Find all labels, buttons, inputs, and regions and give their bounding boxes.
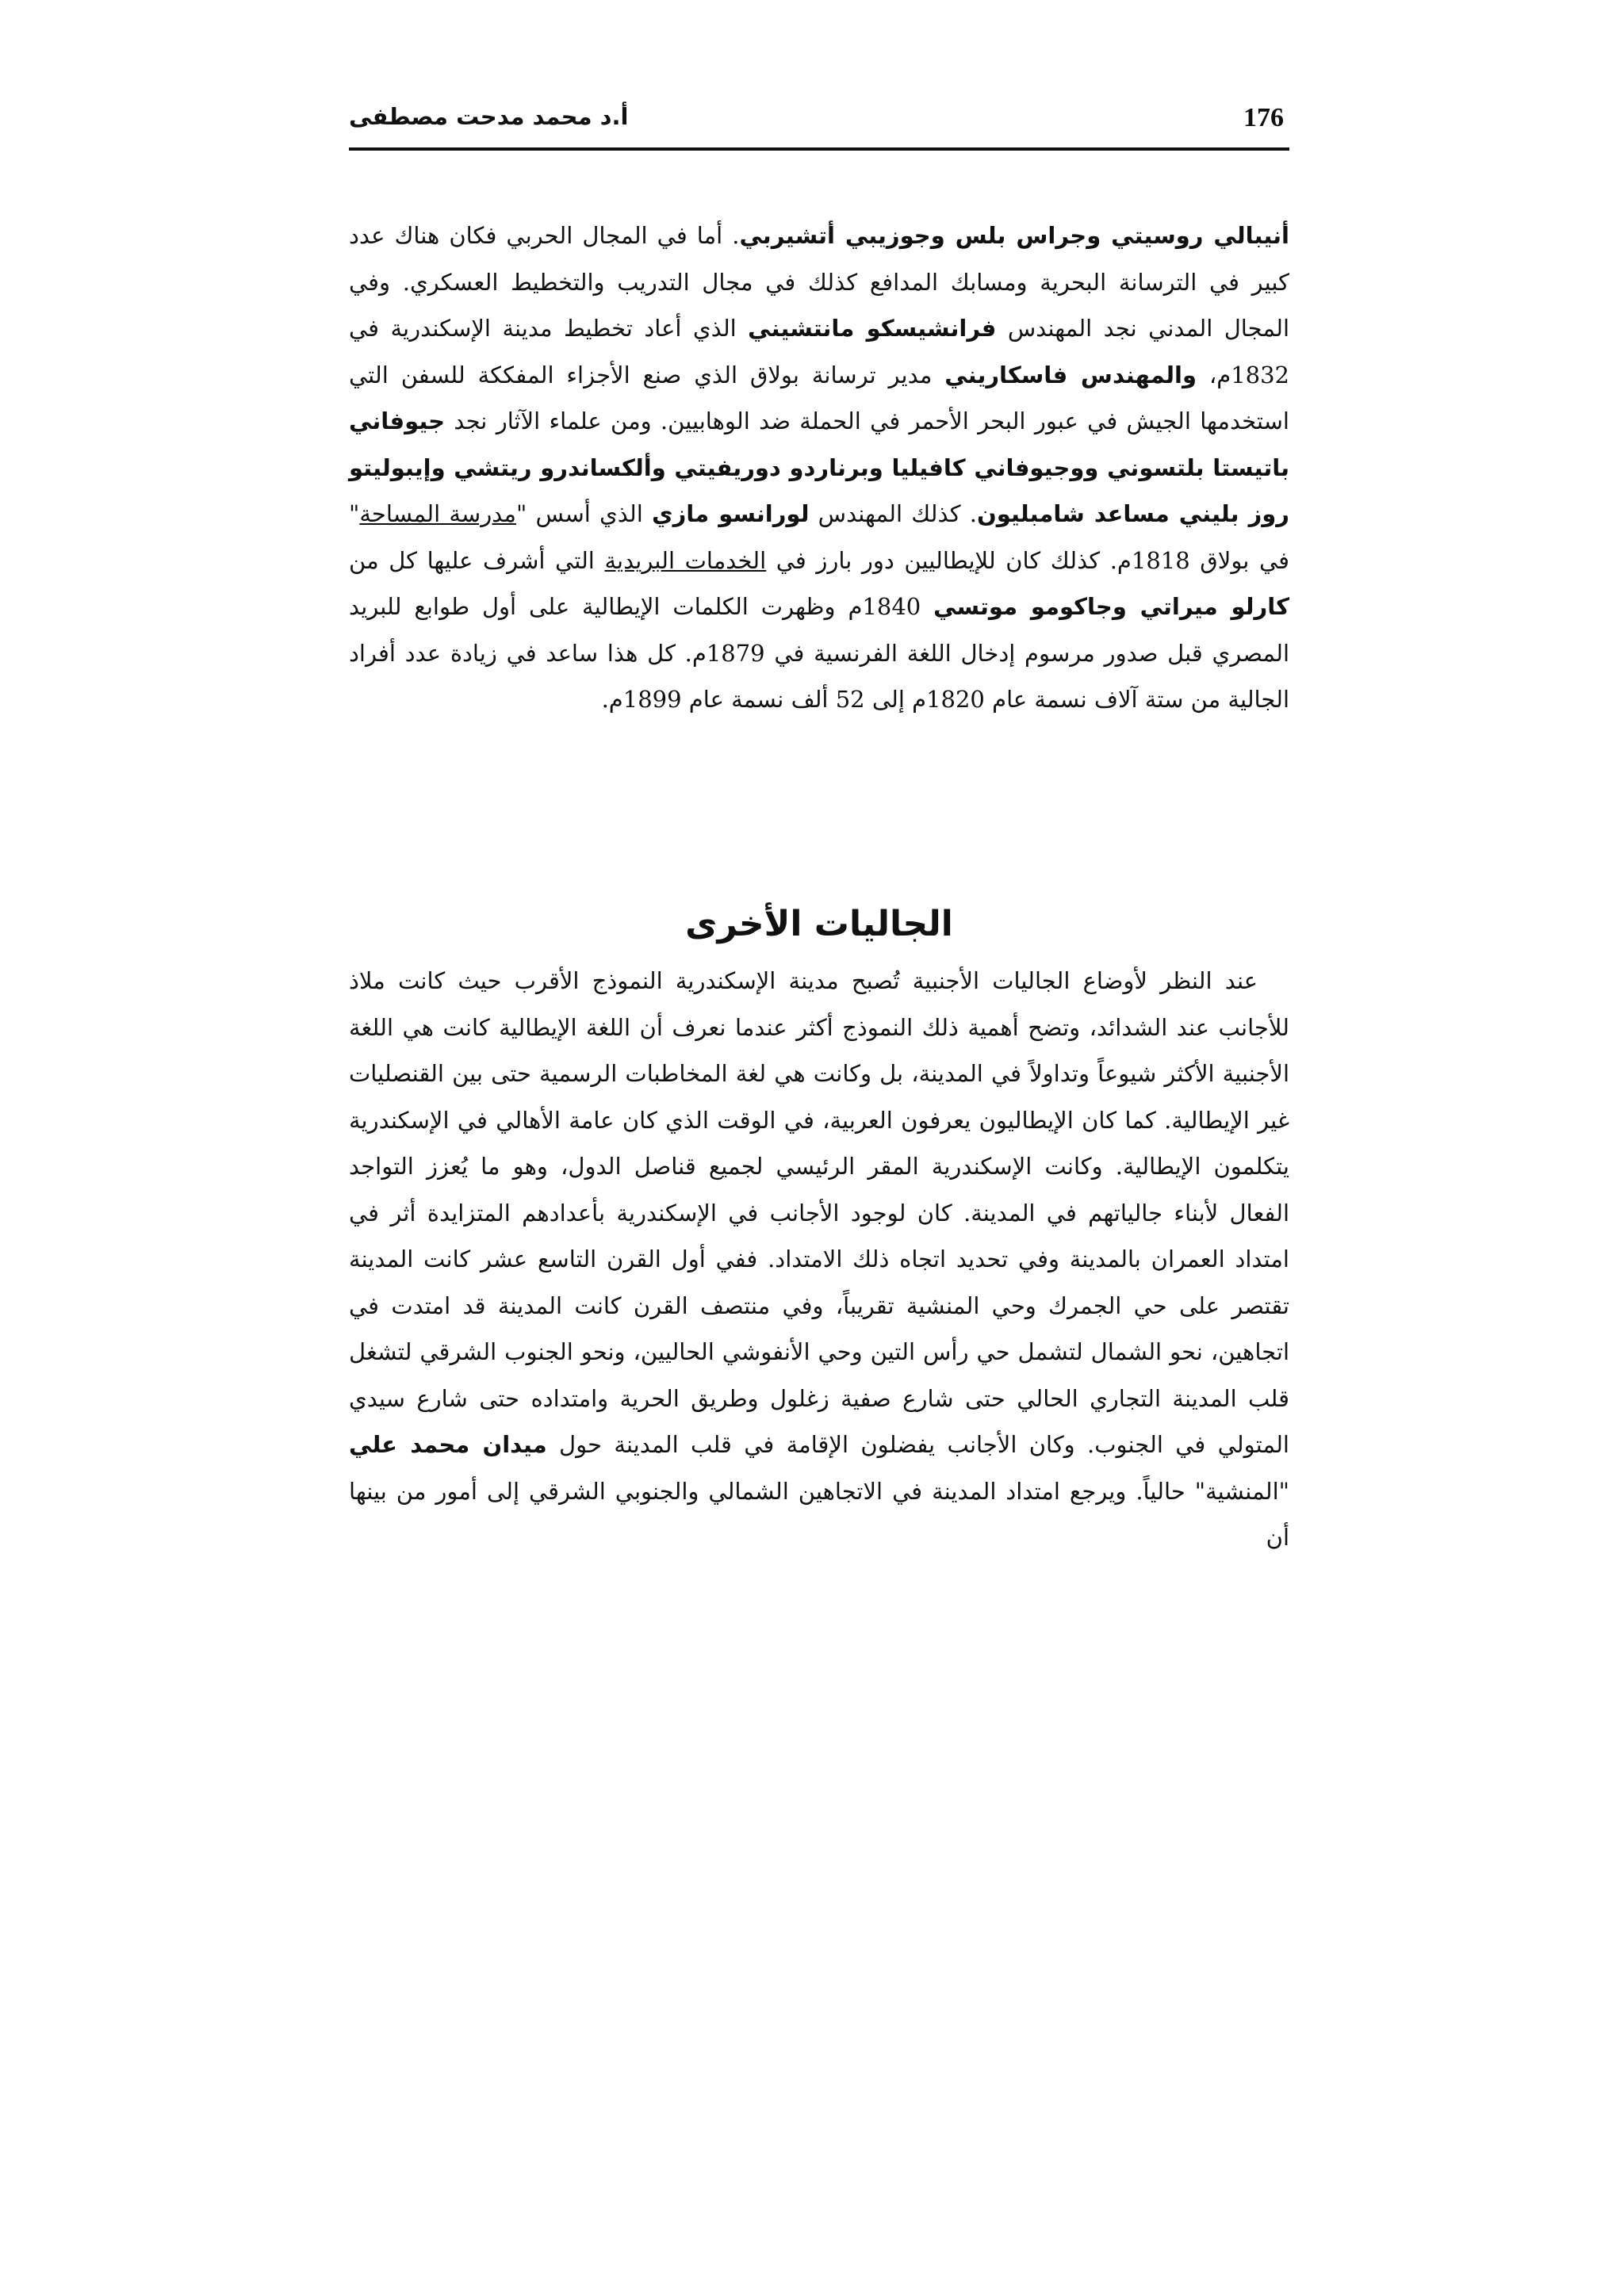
text-run: . كذلك المهندس [809,500,977,527]
text-run: الذي أعاد تخطيط مدينة الإسكندرية في 1832م، [349,315,1289,388]
text-run: "المنشية" حالياً. ويرجع امتداد المدينة في الاتجاهين الشمالي والجنوبي الشرقي إلى أمور من بينها أن [349,1477,1289,1551]
bold-names: جيوفاني باتيستا بلتسوني ووجيوفاني كافيليا وبرناردو دوريفيتي وألكساندرو ريتشي وإيبوليتو روز بليني مساعد شامبليون [349,408,1290,527]
text-run: الذي أسس " [515,500,653,527]
header-divider [349,147,1289,151]
bold-names: أنيبالي روسيتي وجراس بلس وجوزيبي أتشيربي [739,222,1289,249]
bold-names: كارلو ميراتي وجاكومو موتسي [933,593,1290,620]
text-run: . أما في المجال الحربي فكان هناك عدد كبير في الترسانة البحرية ومسابك المدافع كذلك في مجال التدريب والتخطيط العسكري. وفي المجال المدني نجد المهندس [349,222,1290,342]
bold-name: ميدان محمد علي [349,1431,547,1458]
section-heading: الجاليات الأخرى [685,904,953,944]
text-run: مدير ترسانة بولاق الذي صنع الأجزاء المفككة للسفن التي استخدمها الجيش في عبور البحر الأحمر في الحملة ضد الوهابيين. ومن علماء الآثار نجد [349,361,1289,434]
page-number: 176 [1243,103,1284,132]
text-run: " في بولاق 1818م. كذلك كان للإيطاليين دور بارز في [349,500,1290,574]
body-paragraph-1 [349,212,1289,723]
underlined-term: الخدمات البريدية [604,546,767,574]
bold-name: والمهندس فاسكاريني [944,361,1197,388]
underlined-term: مدرسة المساحة [359,500,516,527]
bold-name: لورانسو مازي [652,500,810,527]
bold-name: فرانشيسكو مانتشيني [748,315,997,342]
paragraph-text [349,212,1289,723]
paragraph-text [349,958,1289,1561]
running-head-author: أ.د محمد مدحت مصطفى [349,103,629,130]
text-run: عند النظر لأوضاع الجاليات الأجنبية تُصبح مدينة الإسكندرية النموذج الأقرب حيث كانت ملاذ للأجانب عند الشدائد، وتضح أهمية ذلك النموذج أكثر عندما نعرف أن اللغة الإيطالية كانت هي اللغة الأجنبية الأكثر شيوعاً وتداولاً في المدينة، بل وكانت هي لغة المخاطبات الرسمية حتى بين القنصليات غير الإيطالية. كما كان الإيطاليون يعرفون العربية، في الوقت الذي كان عامة الأهالي في الإسكندرية يتكلمون الإيطالية. وكانت الإسكندرية المقر الرئيسي لجميع قناصل الدول، وهو ما يُعزز التواجد الفعال لأبناء جالياتهم في المدينة. كان لوجود الأجانب في الإسكندرية بأعدادهم المتزايدة أثر في امتداد العمران بالمدينة وفي تحديد اتجاه ذلك الامتداد. ففي أول القرن التاسع عشر كانت المدينة تقتصر على حي الجمرك وحي المنشية تقريباً، وفي منتصف القرن كانت المدينة قد امتدت في اتجاهين، نحو الشمال لتشمل حي رأس التين وحي الأنفوشي الحاليين، ونحو الجنوب الشرقي لتشغل قلب المدينة التجاري الحالي حتى شارع صفية زغلول وطريق الحرية وامتداده حتى شارع سيدي المتولي في الجنوب. وكان الأجانب يفضلون الإقامة في قلب المدينة حول [349,967,1289,1458]
text-run: 1840م وظهرت الكلمات الإيطالية على أول طوابع للبريد المصري قبل صدور مرسوم إدخال اللغة الفرنسية في 1879م. كل هذا ساعد في زيادة عدد أفراد الجالية من ستة آلاف نسمة عام 1820م إلى 52 ألف نسمة عام 1899م. [349,593,1289,713]
body-paragraph-2 [349,958,1289,1561]
text-run: التي أشرف عليها كل من [349,546,605,574]
